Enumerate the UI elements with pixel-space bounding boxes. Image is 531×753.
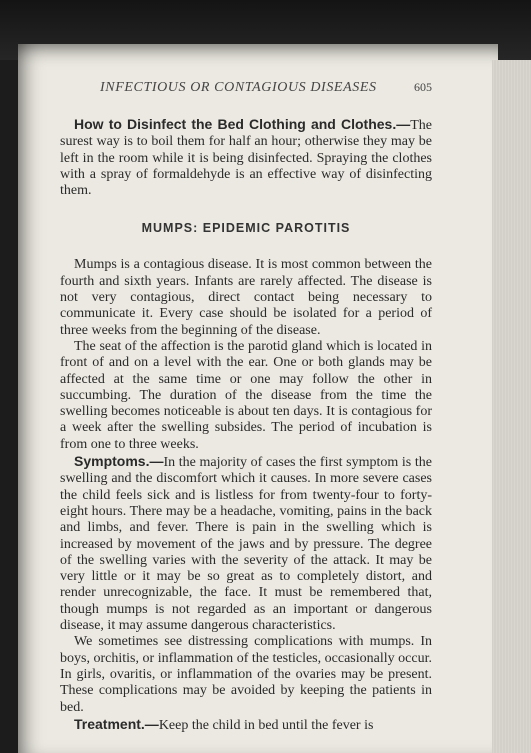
disinfect-heading: How to Disinfect the Bed Clothing and Clothes.—: [74, 116, 411, 132]
page-number: 605: [414, 80, 432, 94]
symptoms-body: In the majority of cases the first symptom is the swelling and the discomfort which it causes. In more severe cases the child feels sick and is listless for from twenty-four to forty-eight hours. There may be a headache, vomiting, pains in the back and limbs, and fever. There is pain in the swelling which is increased by movement of the jaws and by pressure. The degree of the swelling varies with the severity of the attack. It may be very little or it may be so great as to completely distort, and render unrecognizable, the face. It must be remembered that, though mumps is not regarded as an important or dangerous disease, it may assume dangerous characteristics.: [60, 455, 432, 634]
mumps-paragraph-1: Mumps is a contagious disease. It is most common between the fourth and sixth years. Infants are rarely affected. The disease is not very contagious, direct contact being necessary to communicate it. Every case should be isolated for a period of three weeks from the beginning of the disease.: [60, 257, 432, 338]
disinfect-body: The surest way is to boil them for half an hour; otherwise they may be left in the room while it is being disinfected. Spraying the clothes with a spray of formaldehyde is an effective way of disinfecting them.: [60, 118, 432, 199]
treatment-label: Treatment.—: [74, 715, 159, 732]
running-head-title: INFECTIOUS OR CONTAGIOUS DISEASES: [100, 80, 377, 95]
section-title: MUMPS: EPIDEMIC PAROTITIS: [141, 221, 351, 236]
complications-paragraph: We sometimes see distressing complications with mumps. In boys, orchitis, or inflammation of the testicles, occasionally occur. In girls, ovaritis, or inflammation of the ovaries may be present. These complications may be avoided by keeping the patients in bed.: [60, 634, 432, 715]
page-edges: [492, 60, 531, 753]
running-head: [60, 80, 432, 96]
treatment-paragraph: [60, 716, 432, 734]
symptoms-paragraph: [60, 453, 432, 634]
page-text: [60, 80, 432, 734]
treatment-body: Keep the child in bed until the fever is: [158, 717, 374, 733]
mumps-paragraph-2: The seat of the affection is the parotid gland which is located in front of and on a level with the ear. One or both glands may be affected at the same time or one may follow the other in succumbing. The duration of the disease from the time the swelling becomes noticeable is about ten days. It is contagious for a week after the swelling subsides. The period of incubation is from one to three weeks.: [60, 338, 432, 452]
symptoms-label: Symptoms.—: [74, 453, 164, 470]
disinfect-paragraph: [60, 116, 432, 199]
